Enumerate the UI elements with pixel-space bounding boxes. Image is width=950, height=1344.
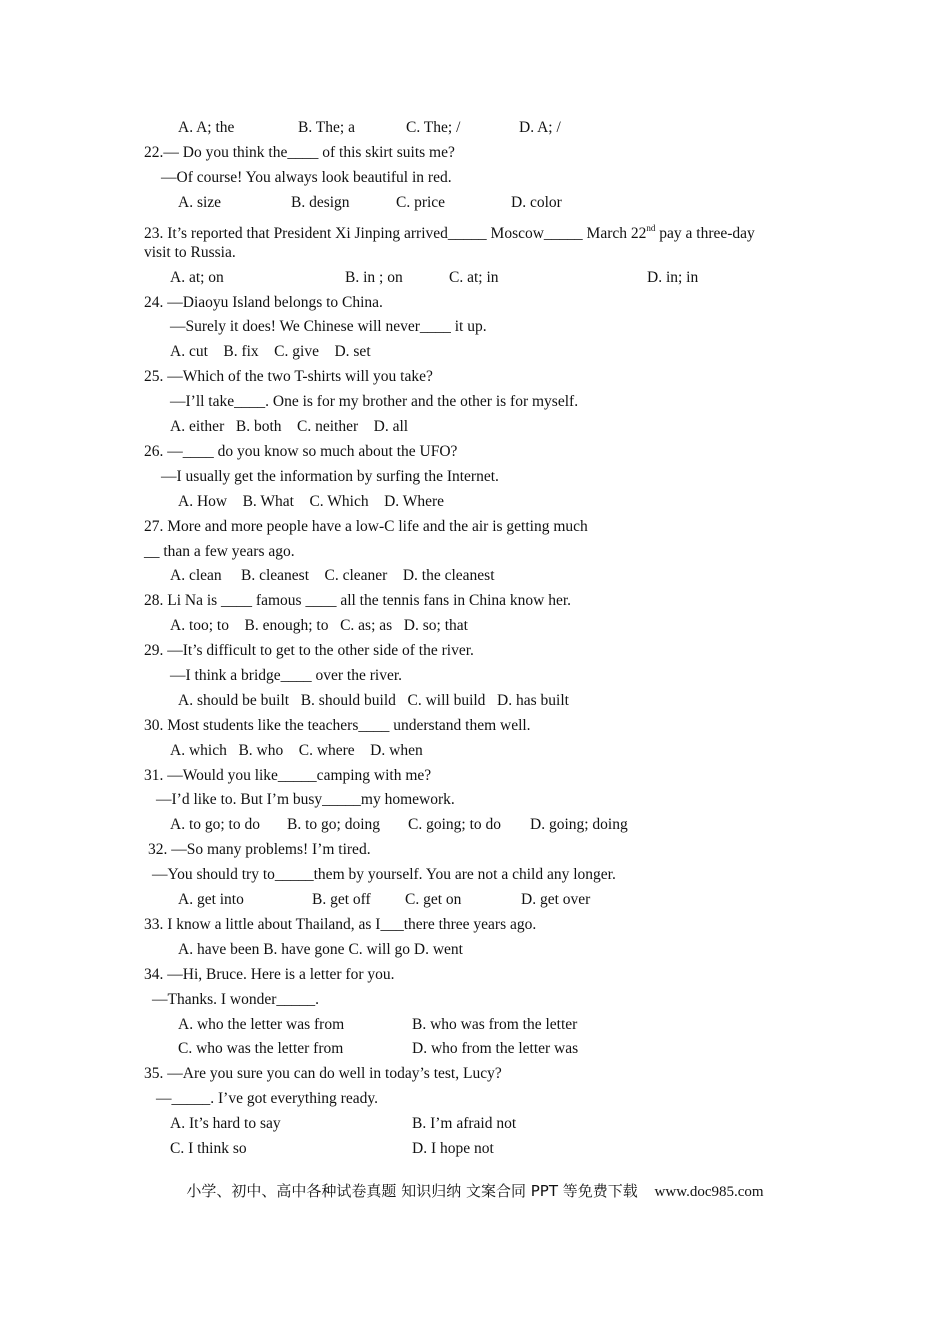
q22-stem: 22.— Do you think the____ of this skirt suits me? [144, 144, 455, 161]
q32-stem: 32. —So many problems! I’m tired. [148, 841, 371, 858]
q34-option-a: A. who the letter was from [178, 1016, 345, 1033]
q23-stem-cont: visit to Russia. [144, 244, 236, 261]
q31-option-c: C. going; to do [408, 816, 502, 833]
q21-option-a: A. A; the [178, 119, 235, 136]
q22-option-b: B. design [291, 194, 350, 211]
q22-reply: —Of course! You always look beautiful in red. [161, 169, 452, 186]
q32-option-a: A. get into [178, 891, 244, 908]
q23-stem [144, 218, 755, 244]
q28-stem: 28. Li Na is ____ famous ____ all the tennis fans in China know her. [144, 592, 572, 609]
q29-reply: —I think a bridge____ over the river. [170, 667, 403, 684]
q21-option-b: B. The; a [298, 119, 355, 136]
q31-option-a: A. to go; to do [170, 816, 260, 833]
q23-superscript: nd [646, 223, 656, 233]
q29-stem: 29. —It’s difficult to get to the other side of the river. [144, 642, 474, 659]
footer-text: 小学、初中、高中各种试卷真题 知识归纳 文案合同 PPT 等免费下载 [186, 1182, 638, 1200]
q22-option-c: C. price [396, 194, 446, 211]
q27-stem: 27. More and more people have a low-C life and the air is getting much [144, 518, 588, 535]
q22-option-a: A. size [178, 194, 222, 211]
q31-reply: —I’d like to. But I’m busy_____my homework. [156, 791, 455, 808]
q32-option-b: B. get off [312, 891, 371, 908]
q34-option-c: C. who was the letter from [178, 1040, 344, 1057]
q34-option-d: D. who from the letter was [412, 1040, 579, 1057]
q27-stem-cont: __ than a few years ago. [144, 543, 295, 560]
q34-reply: —Thanks. I wonder_____. [152, 991, 320, 1008]
q29-options: A. should be built B. should build C. will build D. has built [178, 692, 569, 709]
page-footer [0, 1181, 950, 1202]
q26-options: A. How B. What C. Which D. Where [178, 493, 445, 510]
q34-option-b: B. who was from the letter [412, 1016, 578, 1033]
q21-option-d: D. A; / [519, 119, 561, 136]
q31-stem: 31. —Would you like_____camping with me? [144, 767, 432, 784]
q33-stem: 33. I know a little about Thailand, as I___there three years ago. [144, 916, 537, 933]
q33-options: A. have been B. have gone C. will go D. went [178, 941, 463, 958]
q24-reply: —Surely it does! We Chinese will never____ it up. [170, 318, 487, 335]
q35-option-c: C. I think so [170, 1140, 247, 1157]
q30-stem: 30. Most students like the teachers____ understand them well. [144, 717, 531, 734]
q35-option-b: B. I’m afraid not [412, 1115, 517, 1132]
q22-option-d: D. color [511, 194, 562, 211]
q34-stem: 34. —Hi, Bruce. Here is a letter for you. [144, 966, 395, 983]
q35-option-d: D. I hope not [412, 1140, 494, 1157]
q31-option-d: D. going; doing [530, 816, 628, 833]
q23-option-c: C. at; in [449, 269, 499, 286]
q24-options: A. cut B. fix C. give D. set [170, 343, 371, 360]
q35-stem: 35. —Are you sure you can do well in today’s test, Lucy? [144, 1065, 502, 1082]
q26-stem: 26. —____ do you know so much about the UFO? [144, 443, 458, 460]
q25-stem: 25. —Which of the two T-shirts will you take? [144, 368, 433, 385]
q25-reply: —I’ll take____. One is for my brother and the other is for myself. [170, 393, 579, 410]
q30-options: A. which B. who C. where D. when [170, 742, 423, 759]
q23-option-d: D. in; in [647, 269, 699, 286]
q35-reply: —_____. I’ve got everything ready. [156, 1090, 378, 1107]
q23-stem-part1: 23. It’s reported that President Xi Jinping arrived_____ Moscow_____ March 22 [144, 225, 647, 242]
q35-option-a: A. It’s hard to say [170, 1115, 281, 1132]
q23-stem-part2: pay a three-day [655, 225, 755, 242]
q25-options: A. either B. both C. neither D. all [170, 418, 409, 435]
q32-option-c: C. get on [405, 891, 462, 908]
q27-options: A. clean B. cleanest C. cleaner D. the cleanest [170, 567, 495, 584]
q26-reply: —I usually get the information by surfing the Internet. [161, 468, 499, 485]
q24-stem: 24. —Diaoyu Island belongs to China. [144, 294, 383, 311]
q23-option-a: A. at; on [170, 269, 224, 286]
footer-url[interactable]: www.doc985.com [654, 1184, 764, 1200]
q32-reply: —You should try to_____them by yourself. You are not a child any longer. [152, 866, 616, 883]
q31-option-b: B. to go; doing [287, 816, 381, 833]
q32-option-d: D. get over [521, 891, 591, 908]
q23-option-b: B. in ; on [345, 269, 403, 286]
q21-option-c: C. The; / [406, 119, 461, 136]
q28-options: A. too; to B. enough; to C. as; as D. so; that [170, 617, 468, 634]
